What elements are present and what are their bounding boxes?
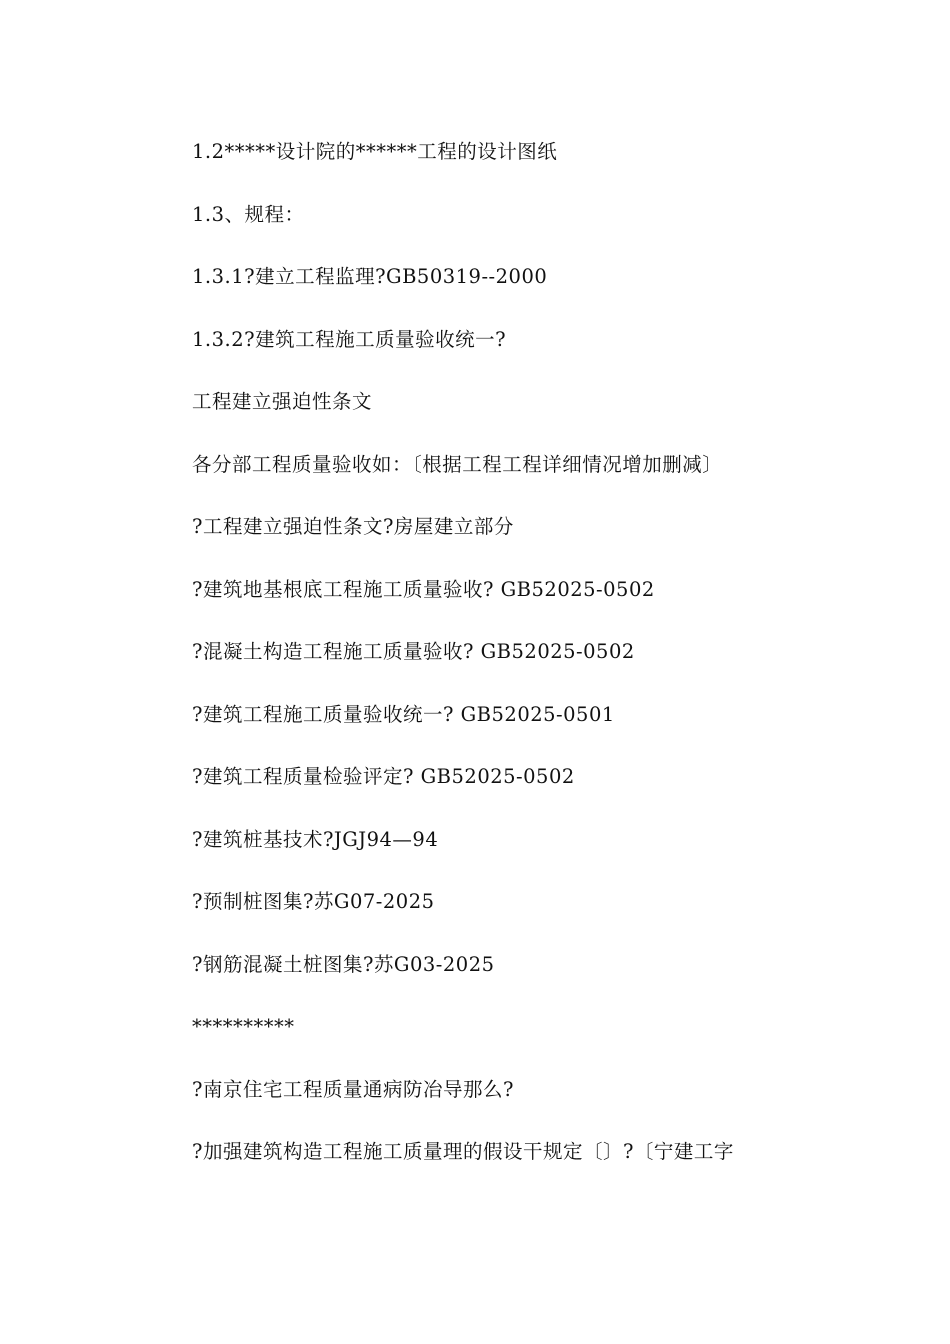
line-mandatory-provisions: 工程建立强迫性条文 xyxy=(192,390,373,413)
line-concrete-acceptance: ?混凝土构造工程施工质量验收? GB52025-0502 xyxy=(192,640,635,663)
line-nanjing-guide: ?南京住宅工程质量通病防冶导那么? xyxy=(192,1077,514,1101)
line-regulations-heading: 1.3、规程： xyxy=(192,202,305,226)
line-quality-evaluation: ?建筑工程质量检验评定? GB52025-0502 xyxy=(192,765,575,788)
line-redacted: ********** xyxy=(192,1015,295,1038)
line-construction-unified: ?建筑工程施工质量验收统一? GB52025-0501 xyxy=(192,702,615,726)
line-housing-construction: ?工程建立强迫性条文?房屋建立部分 xyxy=(192,515,514,538)
document-body xyxy=(192,132,892,1195)
line-pile-foundation: ?建筑桩基技术?JGJ94—94 xyxy=(192,827,439,851)
line-design-drawings: 1.2*****设计院的******工程的设计图纸 xyxy=(192,140,558,163)
line-acceptance-unified: 1.3.2?建筑工程施工质量验收统一? xyxy=(192,327,507,351)
line-strengthening-rules: ?加强建筑构造工程施工质量理的假设干规定〔〕?〔宁建工字 xyxy=(192,1140,734,1163)
line-precast-pile-atlas: ?预制桩图集?苏G07-2025 xyxy=(192,890,435,913)
line-rc-pile-atlas: ?钢筋混凝土桩图集?苏G03-2025 xyxy=(192,952,495,976)
line-subsection-acceptance: 各分部工程质量验收如：〔根据工程工程详细情况增加删减〕 xyxy=(192,452,723,476)
line-foundation-acceptance: ?建筑地基根底工程施工质量验收? GB52025-0502 xyxy=(192,577,655,601)
line-supervision-standard: 1.3.1?建立工程监理?GB50319--2000 xyxy=(192,265,548,288)
